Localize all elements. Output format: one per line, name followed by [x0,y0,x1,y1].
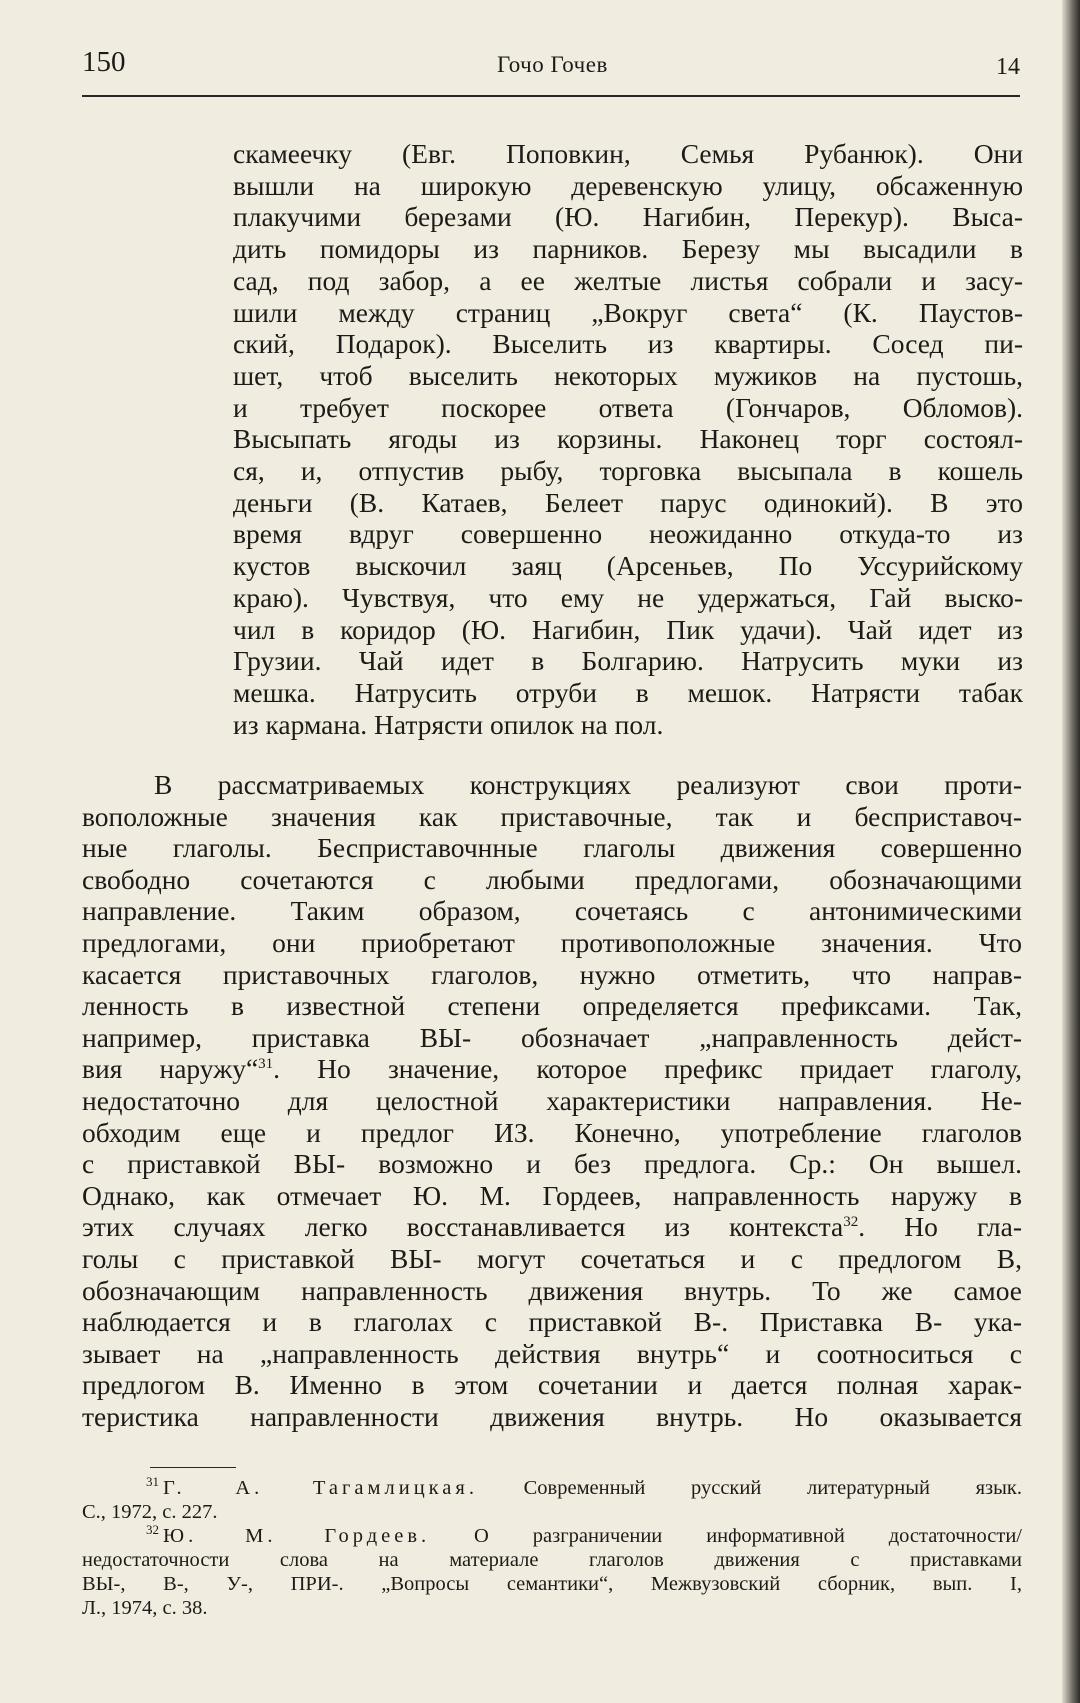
body-line: В рассматриваемых конструкциях реализуют свои проти- [154,769,1022,800]
page-number: 150 [82,46,126,78]
body-line: Однако, как отмечает Ю. М. Гордеев, направленность наружу в [82,1179,1022,1211]
footnotes [82,1476,1022,1620]
example-line: мешка. Натрусить отруби в мешок. Натрясти табак [233,676,1023,708]
example-line: плакучими березами (Ю. Нагибин, Перекур). Выса- [233,201,1023,233]
body-line: направление. Таким образом, сочетаясь с антонимическими [82,895,1022,927]
example-line: краю). Чувствуя, что ему не удержаться, Гай выско- [233,581,1023,613]
example-line: ся, и, отпустив рыбу, торговка высыпала в кошель [233,455,1023,487]
footnote-line: С., 1972, с. 227. [82,1501,218,1523]
example-line: и требует поскорее ответа (Гончаров, Обломов). [233,391,1023,423]
body-line: ленность в известной степени определяется префиксами. Так, [82,990,1022,1022]
example-line: вышли на широкую деревенскую улицу, обсаженную [233,169,1023,201]
header-rule [82,95,1020,97]
footnote-line: ВЫ-, В-, У-, ПРИ-. „Вопросы семантики“, Межвузовский сборник, вып. I, [82,1573,1022,1595]
footnote-31: $^{31}$ Г. А. Тагамлицкая. Современный русский литературный язык. [146,1474,1022,1499]
example-line: шет, чтоб выселить некоторых мужиков на пустошь, [233,359,1023,391]
page-header [82,46,1022,86]
footnote-32: $^{32}$ Ю. М. Гордеев. О разграничении информативной достаточности/ [146,1522,1022,1547]
example-line: чил в коридор (Ю. Нагибин, Пик удачи). Чай идет из [233,613,1023,645]
body-line: вия наружу“$^{31}$. Но значение, которое префикс придает глаголу, [82,1053,1022,1085]
example-block [233,138,1023,740]
body-text [82,769,1022,1432]
example-line: шили между страниц „Вокруг света“ (К. Паустов- [233,296,1023,328]
example-line: сад, под забор, а ее желтые листья собрали и засу- [233,264,1023,296]
example-line: деньги (В. Катаев, Белеет парус одинокий). В это [233,486,1023,518]
body-line: предлогом В. Именно в этом сочетании и дается полная харак- [82,1369,1022,1401]
example-line: Высыпать ягоды из корзины. Наконец торг состоял- [233,423,1023,455]
example-line: скамеечку (Евг. Поповкин, Семья Рубанюк). Они [233,138,1023,169]
body-line: воположные значения как приставочные, так и бесприставоч- [82,800,1022,832]
body-line: обозначающим направленность движения внутрь. То же самое [82,1274,1022,1306]
footnote-line: Л., 1974, с. 38. [82,1597,208,1619]
example-line: Грузии. Чай идет в Болгарию. Натрусить муки из [233,645,1023,677]
example-line: дить помидоры из парников. Березу мы высадили в [233,233,1023,265]
body-line: зывает на „направленность действия внутрь“ и соотноситься с [82,1337,1022,1369]
body-line: свободно сочетаются с любыми предлогами, обозначающими [82,863,1022,895]
body-line: недостаточно для целостной характеристики направления. Не- [82,1084,1022,1116]
footnote-line: недостаточности слова на материале глаголов движения с приставками [82,1549,1022,1571]
example-line: время вдруг совершенно неожиданно откуда-то из [233,518,1023,550]
body-line: например, приставка ВЫ- обозначает „направленность дейст- [82,1021,1022,1053]
example-line: ский, Подарок). Выселить из квартиры. Сосед пи- [233,328,1023,360]
footnote-ref: 31 [258,1056,274,1073]
body-line: обходим еще и предлог ИЗ. Конечно, употребление глаголов [82,1116,1022,1148]
body-line: ные глаголы. Бесприставочнные глаголы движения совершенно [82,832,1022,864]
body-line: наблюдается и в глаголах с приставкой В-. Приставка В- ука- [82,1306,1022,1338]
example-line: из кармана. Натрясти опилок на пол. [233,708,664,740]
body-line: с приставкой ВЫ- возможно и без предлога. Ср.: Он вышел. [82,1148,1022,1180]
body-line: теристика направленности движения внутрь. Но оказывается [82,1400,1022,1432]
body-line: голы с приставкой ВЫ- могут сочетаться и с предлогом В, [82,1242,1022,1274]
running-title: Гочо Гочев [497,52,608,77]
body-line: касается приставочных глаголов, нужно отметить, что направ- [82,958,1022,990]
footnote-ref: 32 [843,1214,859,1231]
example-line: кустов выскочил заяц (Арсеньев, По Уссурийскому [233,550,1023,582]
book-spine-shadow [1062,0,1080,1703]
signature-number: 14 [996,54,1020,80]
body-line: этих случаях легко восстанавливается из контекста$^{32}$. Но гла- [82,1211,1022,1243]
body-line: предлогами, они приобретают противоположные значения. Что [82,926,1022,958]
footnote-rule [150,1467,236,1468]
